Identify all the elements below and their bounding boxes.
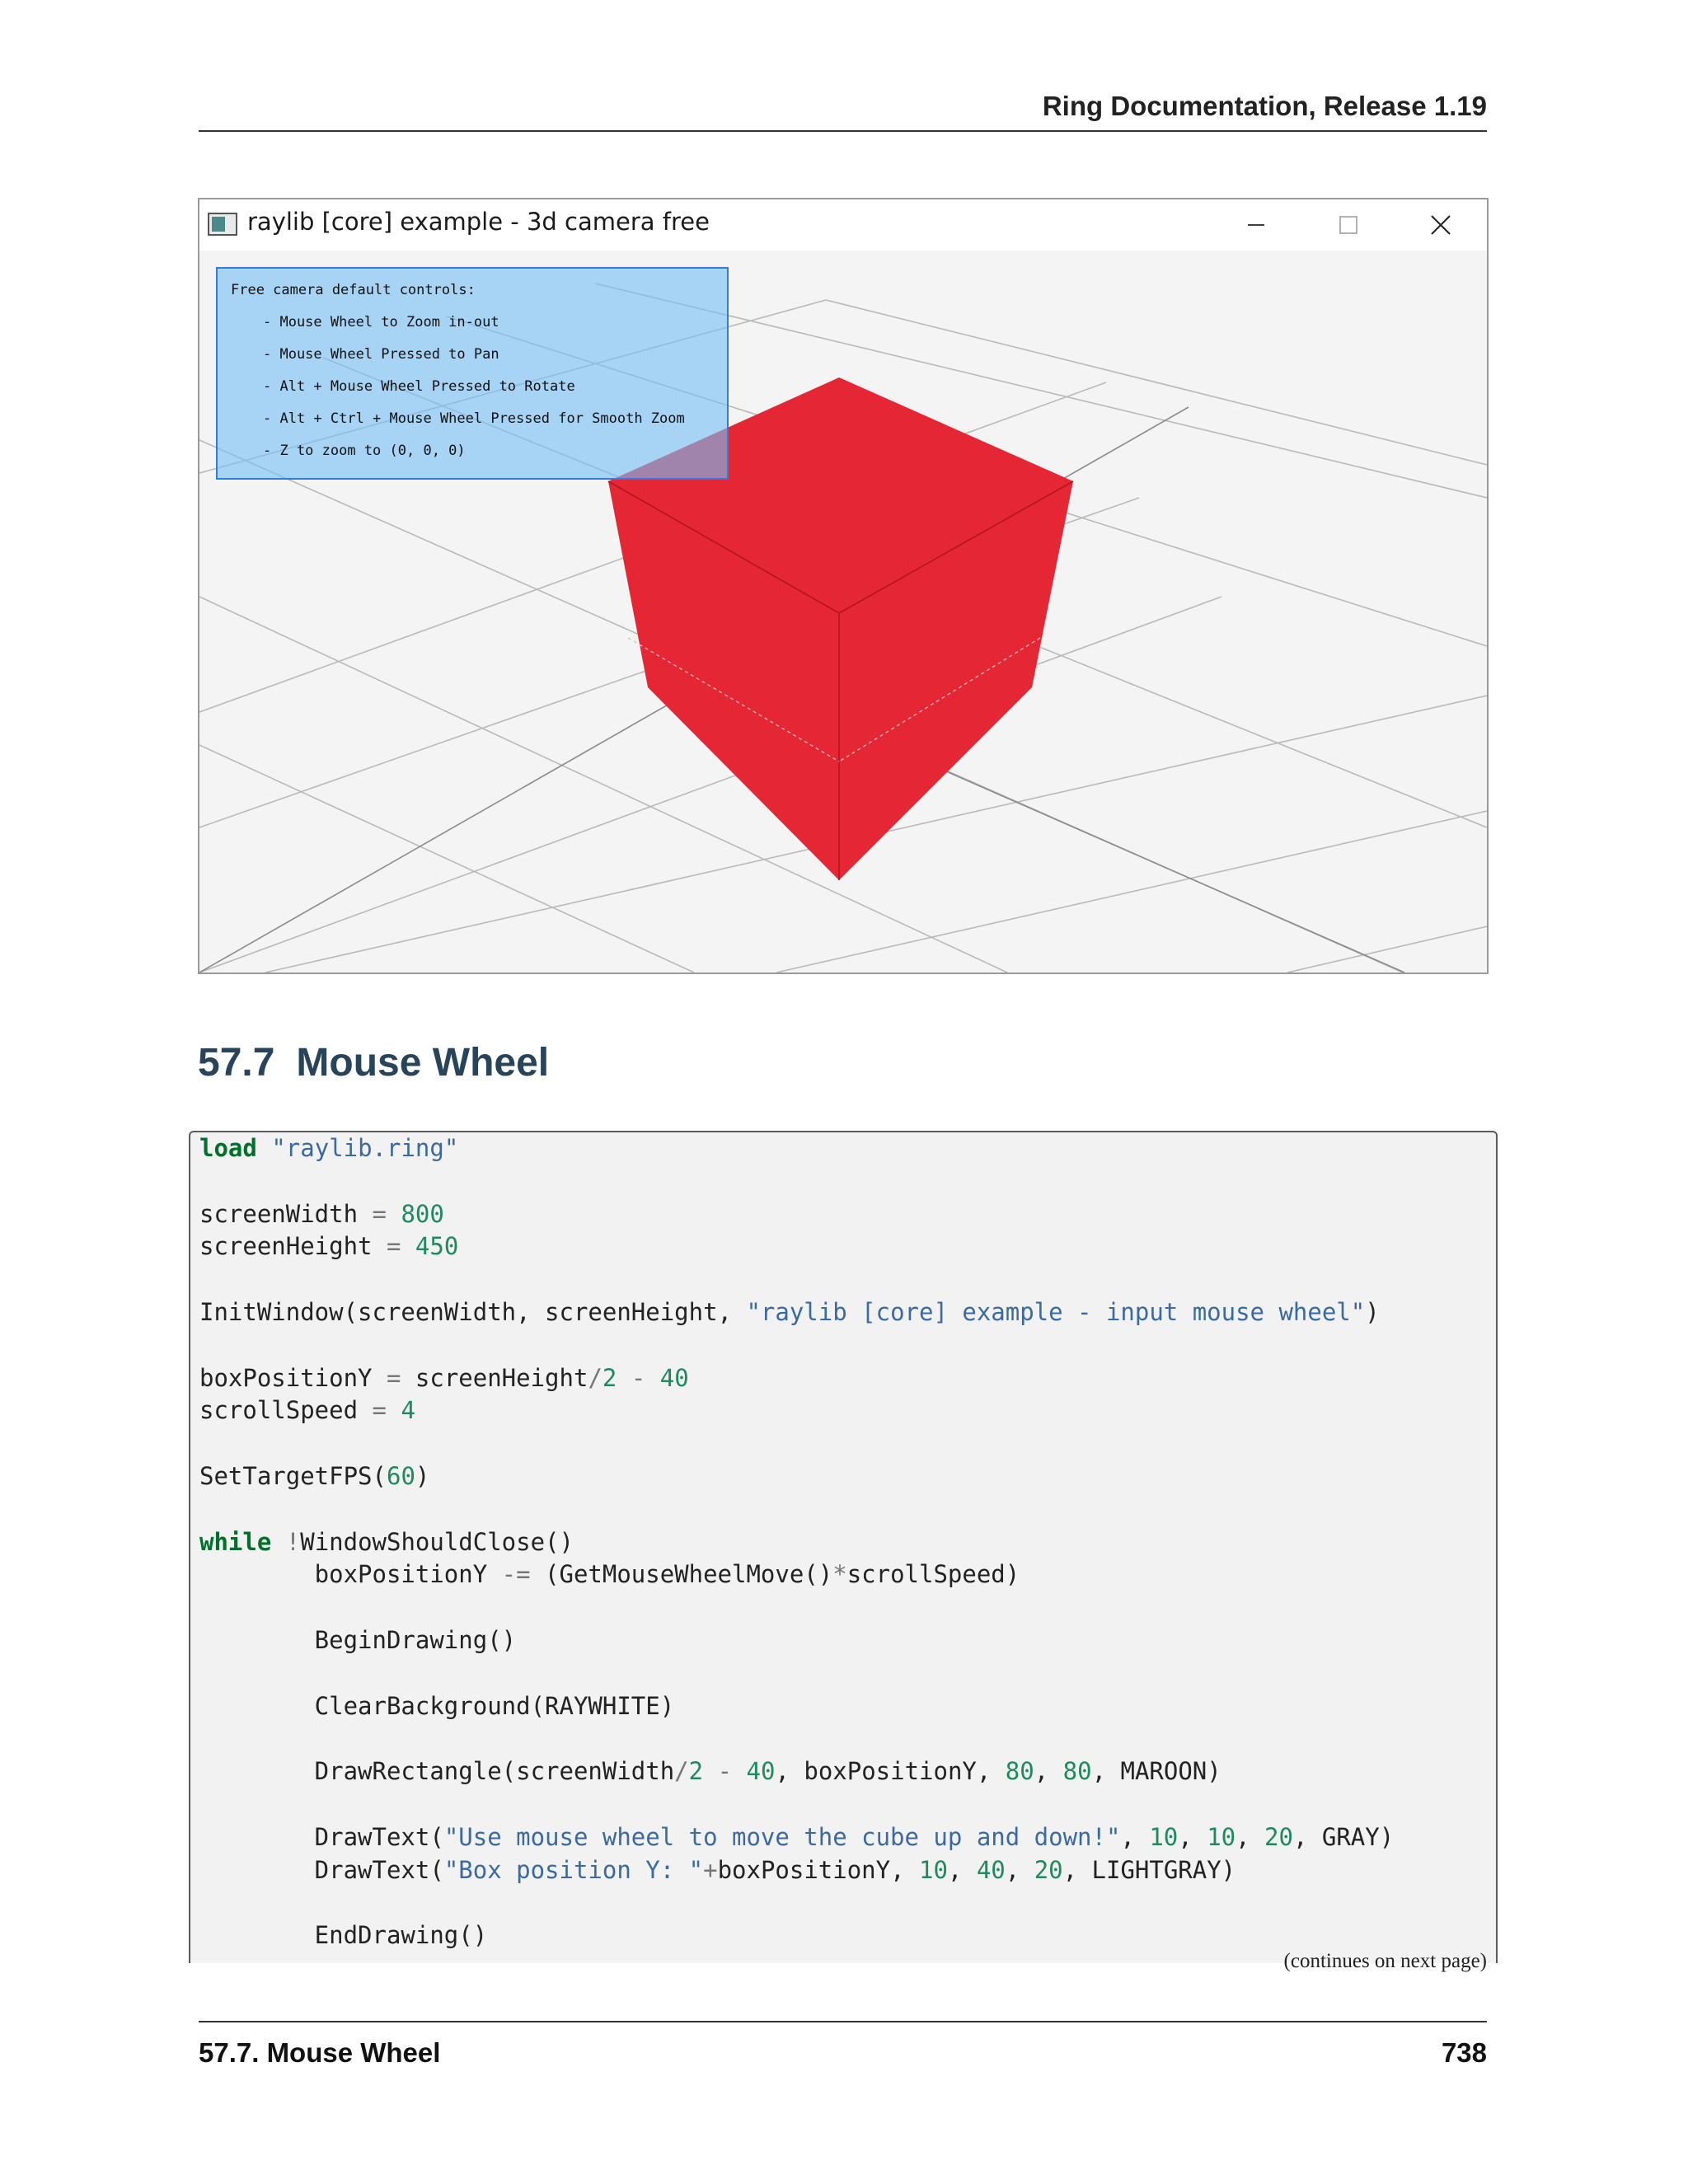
control-item: - Mouse Wheel Pressed to Pan	[263, 346, 499, 363]
continues-note: (continues on next page)	[1283, 1950, 1487, 1972]
code-line: screenHeight = 450	[199, 1232, 459, 1261]
code-line: DrawText("Box position Y: "+boxPositionY, 10, 40, 20, LIGHTGRAY)	[199, 1855, 1236, 1884]
section-title: Mouse Wheel	[296, 1041, 550, 1085]
minimize-button[interactable]	[1210, 199, 1302, 251]
code-line: ClearBackground(RAYWHITE)	[199, 1691, 675, 1720]
page-header	[199, 91, 1487, 132]
control-item: - Alt + Ctrl + Mouse Wheel Pressed for Smooth Zoom	[263, 410, 685, 427]
page-footer	[199, 2021, 1487, 2068]
app-window	[198, 198, 1489, 974]
footer-section: 57.7. Mouse Wheel	[199, 2037, 441, 2068]
maximize-icon	[1339, 215, 1358, 235]
code-line: DrawText("Use mouse wheel to move the cube up and down!", 10, 10, 20, GRAY)	[199, 1822, 1395, 1851]
code-line: SetTargetFPS(60)	[199, 1461, 430, 1490]
code-line: boxPositionY -= (GetMouseWheelMove()*scrollSpeed)	[199, 1560, 1020, 1589]
section-heading	[198, 1040, 549, 1085]
controls-list	[263, 313, 685, 474]
code-block	[189, 1131, 1498, 1963]
code-line: BeginDrawing()	[199, 1625, 517, 1654]
code-line: boxPositionY = screenHeight/2 - 40	[199, 1363, 689, 1392]
code-line: load "raylib.ring"	[199, 1134, 459, 1162]
window-title: raylib [core] example - 3d camera free	[247, 208, 710, 236]
code-line: DrawRectangle(screenWidth/2 - 40, boxPositionY, 80, 80, MAROON)	[199, 1757, 1221, 1786]
raylib-app-icon	[208, 213, 237, 236]
control-item: - Z to zoom to (0, 0, 0)	[263, 443, 466, 459]
code-listing	[199, 1132, 1394, 1952]
close-icon	[1430, 214, 1451, 236]
code-line: EndDrawing()	[199, 1921, 488, 1950]
camera-controls-panel	[216, 267, 729, 480]
maximize-button[interactable]	[1302, 199, 1395, 251]
code-line: while !WindowShouldClose()	[199, 1527, 574, 1556]
document-title: Ring Documentation, Release 1.19	[1042, 91, 1487, 121]
code-line: screenWidth = 800	[199, 1199, 444, 1228]
controls-title: Free camera default controls:	[231, 282, 476, 298]
control-item: - Mouse Wheel to Zoom in-out	[263, 314, 499, 330]
control-item: - Alt + Mouse Wheel Pressed to Rotate	[263, 378, 575, 395]
close-button[interactable]	[1395, 199, 1487, 251]
3d-viewport[interactable]	[199, 251, 1487, 972]
section-number: 57.7	[198, 1041, 275, 1085]
code-line: scrollSpeed = 4	[199, 1396, 415, 1425]
code-line: InitWindow(screenWidth, screenHeight, "raylib [core] example - input mouse wheel")	[199, 1297, 1380, 1326]
page-number: 738	[1441, 2037, 1487, 2068]
window-titlebar	[199, 199, 1487, 251]
minimize-icon	[1246, 215, 1266, 235]
